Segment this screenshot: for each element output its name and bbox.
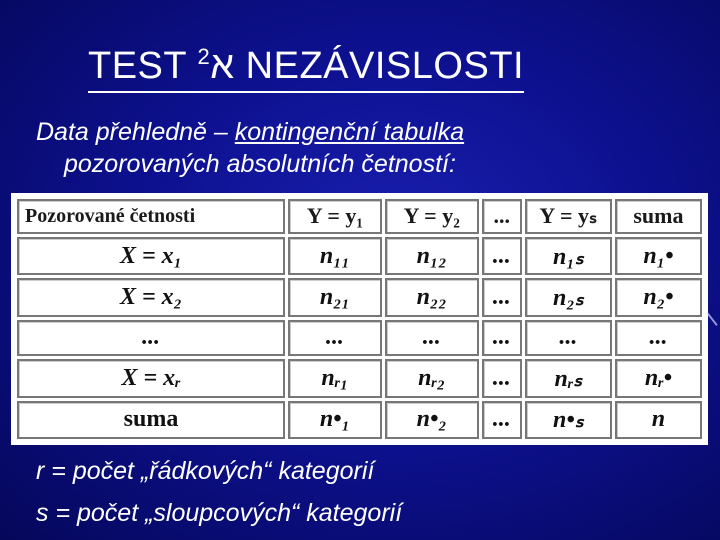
table-cell: n•₂ [385, 401, 479, 440]
table-cell: ... [482, 401, 522, 440]
table-cell: ... [482, 359, 522, 397]
notes [36, 450, 402, 534]
table-row [17, 320, 702, 356]
intro-start: Data přehledně – [36, 118, 235, 146]
intro-text [36, 116, 706, 180]
table-cell: ... [482, 237, 522, 275]
table-cell: ... [615, 320, 702, 356]
table-cell: n₂• [615, 278, 702, 316]
table-cell: n₁₁ [288, 237, 382, 275]
title-prefix: TEST א [88, 45, 235, 87]
table-cell: ... [288, 320, 382, 356]
table-cell: n₁₂ [385, 237, 479, 275]
table-cell: ... [482, 320, 522, 356]
slide-title [88, 32, 524, 93]
table-row [17, 278, 702, 316]
table-cell: n•ₛ [525, 401, 612, 440]
intro-line2: pozorovaných absolutních četností: [64, 150, 456, 178]
row-label: X = x₂ [17, 278, 285, 316]
table-cell: nᵣ₂ [385, 359, 479, 397]
header-cell: ... [482, 199, 522, 234]
intro-underlined: kontingenční tabulka [234, 118, 465, 146]
header-cell: suma [615, 199, 702, 234]
table-row [17, 359, 702, 397]
table-cell: n [615, 401, 702, 440]
table-cell: ... [482, 278, 522, 316]
row-label: suma [17, 401, 285, 440]
table-cell: n₂₁ [288, 278, 382, 316]
row-label: ... [17, 320, 285, 356]
table-header-row [17, 199, 702, 234]
header-cell: Y = y₁ [288, 199, 382, 234]
table-cell: n•₁ [288, 401, 382, 440]
table-cell: ... [525, 320, 612, 356]
table-cell: nᵣ• [615, 359, 702, 397]
table-cell: n₁• [615, 237, 702, 275]
contingency-table-frame [11, 193, 708, 445]
note-s: s = počet „sloupcových“ kategorií [36, 499, 403, 527]
table-cell: n₂₂ [385, 278, 479, 316]
table-cell: n₂ₛ [525, 278, 612, 316]
header-cell: Pozorované četnosti [17, 199, 285, 234]
table-row [17, 237, 702, 275]
title-suffix: NEZÁVISLOSTI [234, 45, 525, 87]
title-superscript: 2 [197, 44, 211, 69]
decorative-line [706, 312, 717, 326]
table-cell: n₁ₛ [525, 237, 612, 275]
header-cell: Y = yₛ [525, 199, 612, 234]
header-cell: Y = y₂ [385, 199, 479, 234]
table-cell: ... [385, 320, 479, 356]
table-sum-row [17, 401, 702, 440]
table-cell: nᵣ₁ [288, 359, 382, 397]
contingency-table [14, 196, 705, 442]
row-label: X = xᵣ [17, 359, 285, 397]
note-r: r = počet „řádkových“ kategorií [36, 457, 375, 485]
table-cell: nᵣₛ [525, 359, 612, 397]
row-label: X = x₁ [17, 237, 285, 275]
